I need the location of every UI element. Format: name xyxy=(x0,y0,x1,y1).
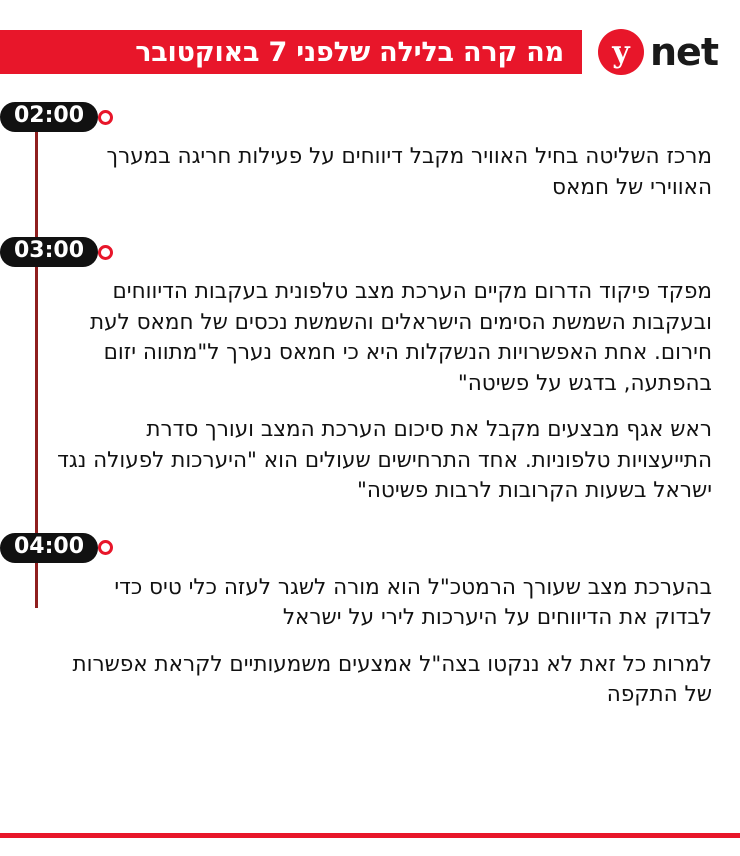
logo-badge-icon: y xyxy=(598,29,644,75)
time-row xyxy=(0,100,740,134)
time-row xyxy=(0,531,740,565)
paragraph: מפקד פיקוד הדרום מקיים הערכת מצב טלפונית בעקבות הדיווחים ובעקבות השמשת הסימים הישראלים והשמשת נכסים של חמאס לעת חירום. אחת האפשרויות הנשקלות היא כי חמאס נערך ל"מתווה יזום בהפתעה, בדגש על פשיטה" xyxy=(89,279,712,396)
timeline-node-icon xyxy=(98,110,113,125)
time-badge: 03:00 xyxy=(0,237,98,267)
logo-wordmark: net xyxy=(650,30,718,74)
entry-body xyxy=(0,573,740,711)
timeline-node-icon xyxy=(98,245,113,260)
ynet-logo xyxy=(582,29,740,75)
timeline-entries xyxy=(0,100,740,826)
paragraph: למרות כל זאת לא ננקטו בצה"ל אמצעים משמעותיים לקראת אפשרות של התקפה xyxy=(72,651,712,708)
header xyxy=(0,24,740,80)
title-banner xyxy=(0,30,582,74)
time-badge: 04:00 xyxy=(0,533,98,563)
timeline-node-icon xyxy=(98,540,113,555)
timeline-entry xyxy=(0,531,740,711)
time-badge: 02:00 xyxy=(0,102,98,132)
paragraph: ראש אגף מבצעים מקבל את סיכום הערכת המצב ועורך סדרת התייעצויות טלפוניות. אחד התרחישים שעולים הוא "היערכות לפעולה נגד ישראל בשעות הקרובות לרבות פשיטה" xyxy=(57,417,712,504)
entry-body xyxy=(0,142,740,203)
timeline-entry xyxy=(0,100,740,203)
paragraph: מרכז השליטה בחיל האוויר מקבל דיווחים על פעילות חריגה במערך האווירי של חמאס xyxy=(106,144,712,200)
paragraph: בהערכת מצב שעורך הרמטכ"ל הוא מורה לשגר לעזה כלי טיס כדי לבדוק את הדיווחים על היערכות לירי על ישראל xyxy=(114,574,712,631)
bottom-rule xyxy=(0,833,740,838)
time-row xyxy=(0,235,740,269)
entry-body xyxy=(0,277,740,507)
page-title: מה קרה בלילה שלפני 7 באוקטובר xyxy=(135,36,564,68)
timeline-entry xyxy=(0,235,740,507)
